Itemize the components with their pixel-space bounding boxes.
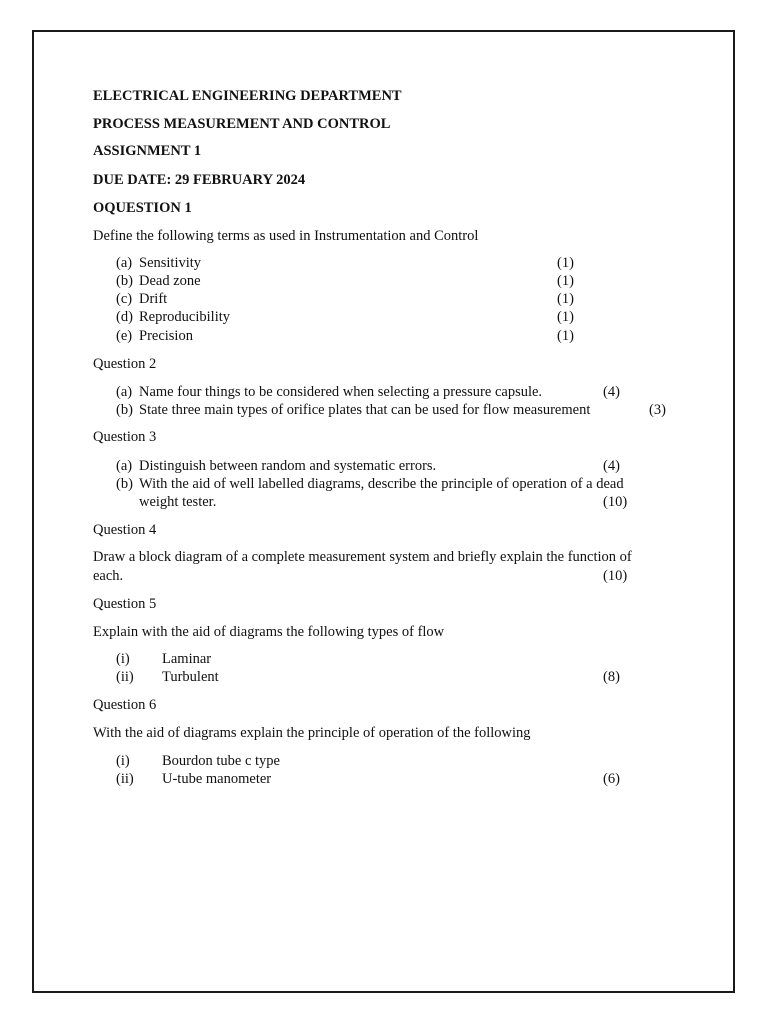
list-item-label: (i) [116, 753, 130, 769]
question-1-intro: Define the following terms as used in Instrumentation and Control [93, 228, 479, 244]
list-item-text-continuation: weight tester. [139, 494, 217, 510]
question-5-intro: Explain with the aid of diagrams the following types of flow [93, 624, 445, 640]
due-date-heading: DUE DATE: 29 FEBRUARY 2024 [93, 172, 306, 188]
list-item-label: (d) [116, 309, 133, 325]
list-item-text: Precision [139, 328, 193, 344]
list-item-text: Distinguish between random and systematic errors. [139, 458, 437, 474]
list-item-text: With the aid of well labelled diagrams, describe the principle of operation of a dead [139, 476, 624, 492]
question-5-title: Question 5 [93, 596, 157, 612]
list-item-marks: (1) [557, 273, 574, 289]
question-1-title: OQUESTION 1 [93, 200, 192, 216]
list-item-marks: (4) [603, 384, 620, 400]
question-3-title: Question 3 [93, 429, 157, 445]
list-item-text: State three main types of orifice plates that can be used for flow measurement [139, 402, 591, 418]
list-item-label: (a) [116, 255, 133, 271]
list-item-label: (e) [116, 328, 133, 344]
list-item-marks: (8) [603, 669, 620, 685]
question-4-title: Question 4 [93, 522, 157, 538]
department-heading: ELECTRICAL ENGINEERING DEPARTMENT [93, 88, 402, 104]
list-item-label: (b) [116, 273, 133, 289]
list-item-label: (b) [116, 476, 133, 492]
list-item-text: Sensitivity [139, 255, 202, 271]
course-heading: PROCESS MEASUREMENT AND CONTROL [93, 116, 391, 132]
list-item-text: Name four things to be considered when selecting a pressure capsule. [139, 384, 543, 400]
list-item-label: (a) [116, 384, 133, 400]
list-item-text: U-tube manometer [162, 771, 272, 787]
list-item-text: Laminar [162, 651, 212, 667]
list-item-marks: (1) [557, 291, 574, 307]
list-item-text: Dead zone [139, 273, 201, 289]
question-4-text-line1: Draw a block diagram of a complete measurement system and briefly explain the function of [93, 549, 632, 565]
list-item-text: Drift [139, 291, 168, 307]
list-item-label: (ii) [116, 771, 134, 787]
list-item-marks: (4) [603, 458, 620, 474]
list-item-marks: (10) [603, 494, 628, 510]
list-item-marks: (6) [603, 771, 620, 787]
question-6-title: Question 6 [93, 697, 157, 713]
question-4-marks: (10) [603, 568, 628, 584]
list-item-label: (a) [116, 458, 133, 474]
list-item-marks: (1) [557, 255, 574, 271]
list-item-label: (ii) [116, 669, 134, 685]
list-item-label: (c) [116, 291, 133, 307]
question-4-text-line2: each. [93, 568, 124, 584]
list-item-text: Reproducibility [139, 309, 231, 325]
list-item-label: (b) [116, 402, 133, 418]
assignment-heading: ASSIGNMENT 1 [93, 143, 202, 159]
list-item-marks: (1) [557, 328, 574, 344]
list-item-marks: (1) [557, 309, 574, 325]
question-2-title: Question 2 [93, 356, 157, 372]
list-item-text: Bourdon tube c type [162, 753, 280, 769]
list-item-marks: (3) [649, 402, 666, 418]
question-6-intro: With the aid of diagrams explain the principle of operation of the following [93, 725, 531, 741]
list-item-label: (i) [116, 651, 130, 667]
list-item-text: Turbulent [162, 669, 219, 685]
